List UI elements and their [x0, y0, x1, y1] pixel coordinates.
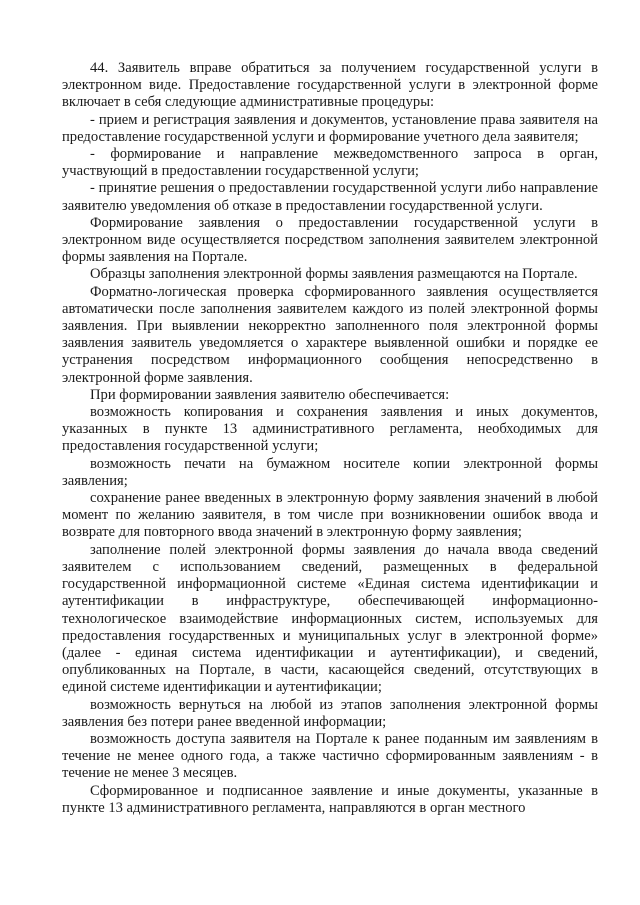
paragraph-copy-save: возможность копирования и сохранения заявления и иных документов, указанных в пункте 13 административного регламента, необходимых для предоставления государственной услуги; — [62, 404, 598, 455]
paragraph-autofill: заполнение полей электронной формы заявления до начала ввода сведений заявителем с использованием сведений, размещенных в федеральной государственной информационной системе «Единая система идентификации и аутентификации в инфраструктуре, обеспечивающей информационно-технологическое взаимодействие информационных систем, используемых для предоставления государственных и муниципальных услуг в электронной форме» (далее - единая система идентификации и аутентификации), и сведений, опубликованных на Портале, в части, касающейся сведений, отсутствующих в единой системе идентификации и аутентификации; — [62, 541, 598, 696]
paragraph-submission: Сформированное и подписанное заявление и иные документы, указанные в пункте 13 административного регламента, направляются в орган местного — [62, 782, 598, 816]
paragraph-print: возможность печати на бумажном носителе копии электронной формы заявления; — [62, 455, 598, 489]
paragraph-procedure-interagency-request: - формирование и направление межведомственного запроса в орган, участвующий в предоставлении государственной услуги; — [62, 146, 598, 180]
paragraph-applicant-provisions: При формировании заявления заявителю обеспечивается: — [90, 386, 450, 403]
paragraph-access-history: возможность доступа заявителя на Портале к ранее поданным им заявлениям в течение не менее одного года, а также частично сформированным заявлениям - в течение не менее 3 месяцев. — [62, 730, 598, 782]
paragraph-form-samples: Образцы заполнения электронной формы заявления размещаются на Портале. — [90, 266, 578, 283]
paragraph-item-44-intro: 44. Заявитель вправе обратиться за получением государственной услуги в электронном виде. Предоставление государственной услуги в электронной форме включает в себя следующие административные процедуры: — [62, 60, 598, 111]
paragraph-procedure-decision: - принятие решения о предоставлении государственной услуги либо направление заявителю уведомления об отказе в предоставлении государственной услуги. — [62, 180, 598, 214]
paragraph-save-values: сохранение ранее введенных в электронную форму заявления значений в любой момент по желанию заявителя, в том числе при возникновении ошибок ввода и возврате для повторного ввода значений в электронную форму заявления; — [62, 490, 598, 541]
paragraph-form-creation: Формирование заявления о предоставлении государственной услуги в электронном виде осуществляется посредством заполнения заявителем электронной формы заявления на Портале. — [62, 214, 598, 266]
document-page — [62, 60, 598, 817]
paragraph-format-check: Форматно-логическая проверка сформированного заявления осуществляется автоматически после заполнения заявителем каждого из полей электронной формы заявления. При выявлении некорректно заполненного поля электронной формы заявления заявитель уведомляется о характере выявленной ошибки и порядке ее устранения посредством информационного сообщения непосредственно в электронной форме заявления. — [62, 283, 598, 386]
paragraph-procedure-registration: - прием и регистрация заявления и документов, установление права заявителя на предоставление государственной услуги и формирование учетного дела заявителя; — [62, 111, 598, 145]
paragraph-return-to-stage: возможность вернуться на любой из этапов заполнения электронной формы заявления без потери ранее введенной информации; — [62, 696, 598, 730]
